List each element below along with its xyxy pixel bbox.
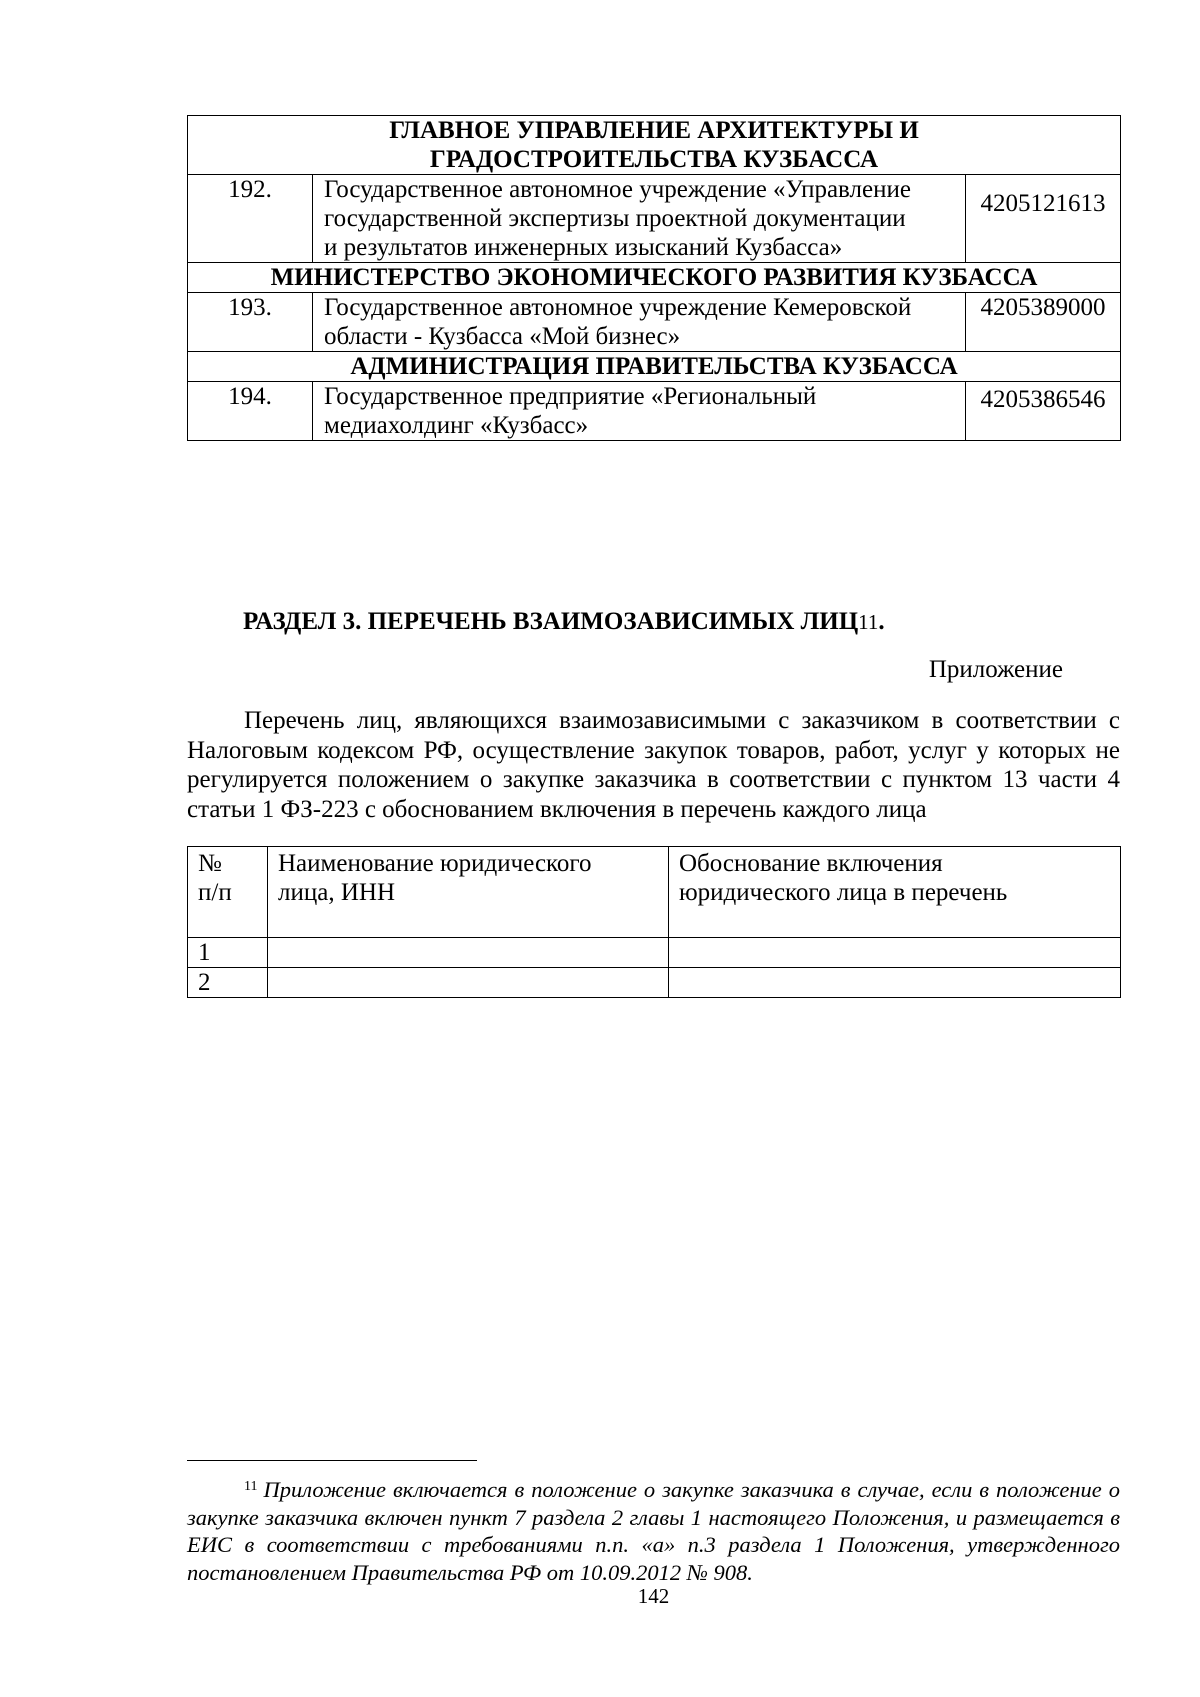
table-row	[188, 938, 1121, 968]
page-number: 142	[637, 1584, 670, 1608]
related-persons-table	[187, 846, 1121, 998]
table-row	[188, 175, 1121, 263]
group-heading-row	[188, 116, 1121, 175]
org-name-line: медиахолдинг «Кузбасс»	[324, 412, 589, 439]
reason-cell	[669, 968, 1121, 998]
footnote	[187, 1473, 1120, 1586]
intro-paragraph: Перечень лиц, являющихся взаимозависимыми с заказчиком в соответствии с Налоговым кодексом РФ, осуществление закупок товаров, работ, услуг у которых не регулируется положением о закупке заказчика в соответствии с пунктом 13 части 4 статьи 1 ФЗ-223 с обоснованием включения в перечень каждого лица	[187, 707, 1120, 823]
header-line: Обоснование включения	[679, 850, 943, 877]
org-name-line: и результатов инженерных изысканий Кузбасса»	[324, 234, 843, 261]
section-title-text: РАЗДЕЛ 3. ПЕРЕЧЕНЬ ВЗАИМОЗАВИСИМЫХ ЛИЦ	[243, 608, 859, 635]
org-name	[313, 382, 966, 441]
org-inn: 4205389000	[966, 293, 1121, 352]
footnote-text: Приложение включается в положение о закупке заказчика в случае, если в положение о закупке заказчика включен пункт 7 раздела 2 главы 1 настоящего Положения, и размещается в ЕИС в соответствии с требованиями п.п. «а» п.3 раздела 1 Положения, утвержденного постановлением Правительства РФ от 10.09.2012 № 908.	[187, 1477, 1120, 1585]
column-header-name	[268, 847, 669, 938]
group-heading-row	[188, 352, 1121, 382]
header-line: п/п	[198, 879, 232, 906]
column-header-reason	[669, 847, 1121, 938]
org-name-line: Государственное предприятие «Региональный	[324, 383, 817, 410]
heading-line: ГРАДОСТРОИТЕЛЬСТВА КУЗБАССА	[429, 146, 879, 173]
org-inn: 4205386546	[966, 382, 1121, 441]
section-title-end: .	[878, 608, 885, 635]
org-name-line: государственной экспертизы проектной документации	[324, 205, 906, 232]
header-line: Наименование юридического	[278, 850, 592, 877]
org-name-line: Государственное автономное учреждение Кемеровской	[324, 294, 912, 321]
footnote-separator	[187, 1460, 477, 1461]
row-number: 193.	[188, 293, 313, 352]
row-number: 192.	[188, 175, 313, 263]
organizations-table	[187, 115, 1121, 441]
row-number: 194.	[188, 382, 313, 441]
heading-line: АДМИНИСТРАЦИЯ ПРАВИТЕЛЬСТВА КУЗБАССА	[350, 353, 958, 380]
header-line: №	[198, 850, 222, 877]
table-row	[188, 968, 1121, 998]
table-row	[188, 293, 1121, 352]
table-row	[188, 382, 1121, 441]
row-number: 2	[188, 968, 268, 998]
row-number: 1	[188, 938, 268, 968]
footnote-mark: 11	[244, 1479, 258, 1494]
org-name-line: области - Кузбасса «Мой бизнес»	[324, 323, 681, 350]
org-name-line: Государственное автономное учреждение «Управление	[324, 176, 911, 203]
header-line: юридического лица в перечень	[679, 879, 1008, 906]
column-header-number	[188, 847, 268, 938]
reason-cell	[669, 938, 1121, 968]
footnote-reference[interactable]: 11	[858, 610, 879, 634]
org-name	[313, 175, 966, 263]
table-header-row	[188, 847, 1121, 938]
name-cell	[268, 968, 669, 998]
appendix-label: Приложение	[928, 656, 1063, 683]
org-name	[313, 293, 966, 352]
org-inn: 4205121613	[966, 175, 1121, 263]
group-heading	[188, 352, 1121, 382]
heading-line: МИНИСТЕРСТВО ЭКОНОМИЧЕСКОГО РАЗВИТИЯ КУЗБАССА	[270, 264, 1038, 291]
group-heading	[188, 116, 1121, 175]
group-heading-row	[188, 263, 1121, 293]
header-line: лица, ИНН	[278, 879, 395, 906]
group-heading	[188, 263, 1121, 293]
heading-line: ГЛАВНОЕ УПРАВЛЕНИЕ АРХИТЕКТУРЫ И	[389, 117, 919, 144]
section-title	[243, 608, 885, 636]
name-cell	[268, 938, 669, 968]
